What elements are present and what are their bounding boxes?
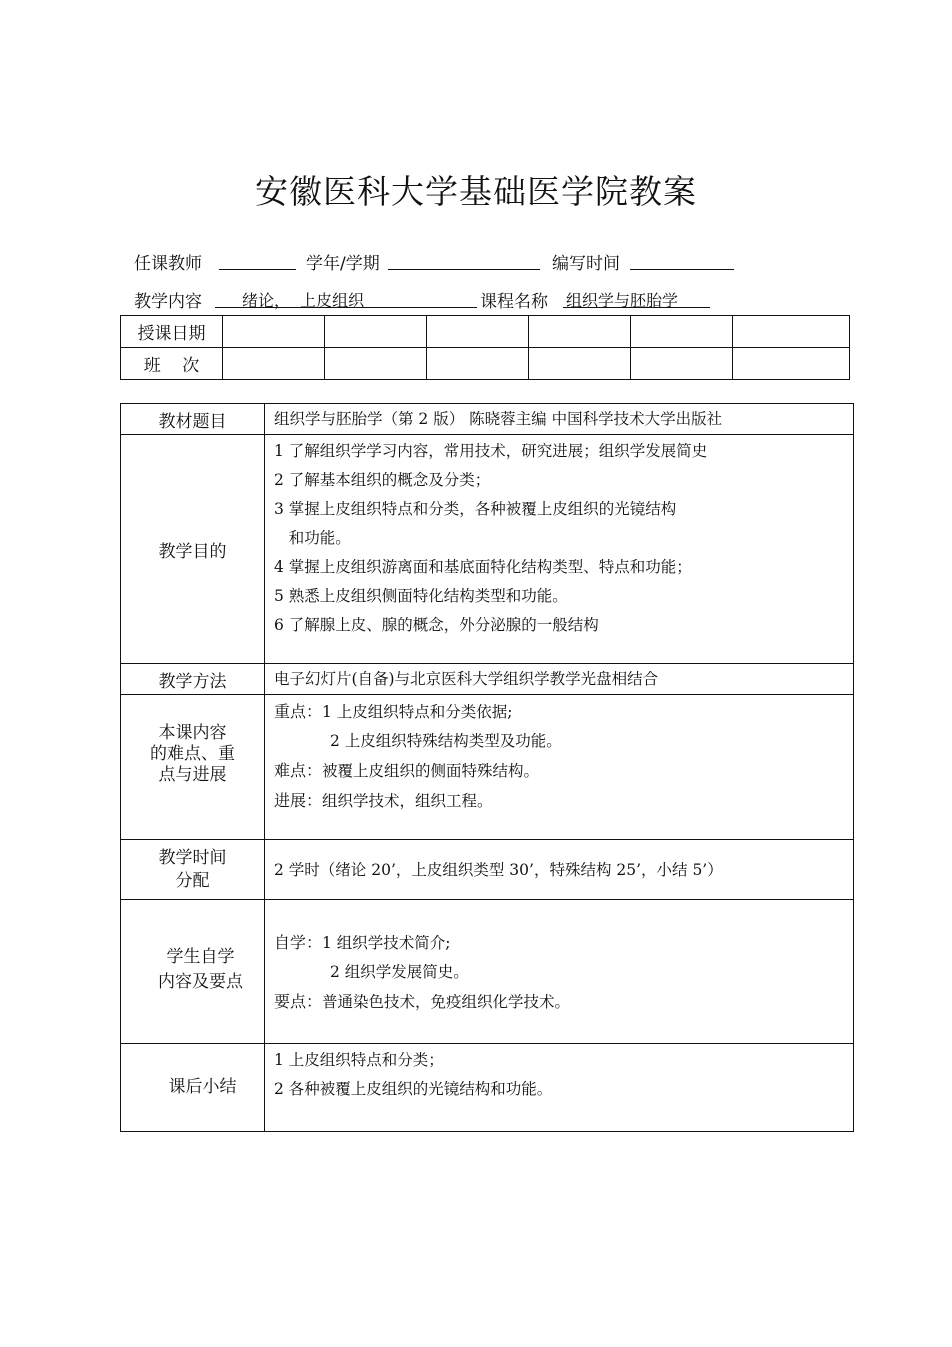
objective-item: 6 了解腺上皮、腺的概念，外分泌腺的一般结构: [274, 616, 599, 634]
key-points-label: [121, 695, 265, 840]
class-cell[interactable]: [733, 348, 850, 380]
date-row: [121, 316, 850, 348]
key-item: 2 上皮组织特殊结构类型及功能。: [330, 732, 562, 750]
difficulty-label: 难点：: [274, 761, 323, 780]
class-cell[interactable]: [223, 348, 325, 380]
objectives-label: 教学目的: [121, 435, 265, 664]
class-cell[interactable]: [427, 348, 529, 380]
class-label: 班 次: [121, 348, 223, 380]
summary-label: 课后小结: [121, 1044, 265, 1132]
term-label: 学年/学期: [306, 254, 380, 274]
textbook-value: 组织学与胚胎学（第 2 版） 陈晓蓉主编 中国科学技术大学出版社: [265, 404, 854, 435]
schedule-table: [120, 315, 850, 380]
course-value: 组织学与胚胎学: [566, 291, 679, 310]
date-cell[interactable]: [325, 316, 427, 348]
method-label: 教学方法: [121, 664, 265, 695]
objective-item: 4 掌握上皮组织游离面和基底面特化结构类型、特点和功能；: [274, 558, 692, 576]
objective-item: 5 熟悉上皮组织侧面特化结构类型和功能。: [274, 587, 568, 605]
method-value: 电子幻灯片(自备)与北京医科大学组织学教学光盘相结合: [265, 664, 854, 695]
self-label: 自学：: [274, 933, 323, 952]
class-cell[interactable]: [631, 348, 733, 380]
summary-row: [121, 1044, 854, 1132]
date-label: 授课日期: [121, 316, 223, 348]
objectives-list: [265, 435, 854, 664]
objectives-row: [121, 435, 854, 664]
objective-item: 1 了解组织学学习内容，常用技术，研究进展；组织学发展简史: [274, 442, 708, 460]
class-cell[interactable]: [529, 348, 631, 380]
self-study-label-line: 学生自学: [166, 946, 235, 967]
self-study-row: [121, 900, 854, 1044]
summary-item: 1 上皮组织特点和分类；: [274, 1051, 444, 1069]
key-points-row: [121, 695, 854, 840]
written-time-field[interactable]: [630, 249, 734, 270]
key-points-label-line: 点与进展: [158, 764, 227, 785]
teacher-label: 任课教师: [134, 254, 202, 274]
self-item: 2 组织学发展简史。: [330, 963, 469, 981]
time-label: [121, 840, 265, 900]
textbook-row: [121, 404, 854, 435]
course-label: 课程名称: [480, 292, 548, 312]
time-label-line: 分配: [175, 870, 210, 891]
time-label-line: 教学时间: [158, 847, 227, 868]
lesson-plan-table: [120, 403, 854, 1132]
progress-label: 进展：: [274, 791, 323, 810]
class-cell[interactable]: [325, 348, 427, 380]
self-item: 1 组织学技术简介;: [322, 934, 451, 952]
content-value: 绪论， 上皮组织: [242, 291, 365, 310]
written-time-label: 编写时间: [552, 254, 620, 274]
key-points-label-line: 的难点、重: [150, 743, 235, 764]
objective-item: 2 了解基本组织的概念及分类；: [274, 471, 491, 489]
key-points-content: [265, 695, 854, 840]
difficulty-value: 被覆上皮组织的侧面特殊结构。: [322, 762, 540, 780]
key-item: 1 上皮组织特点和分类依据;: [322, 703, 513, 721]
teacher-field[interactable]: [219, 249, 296, 270]
time-value: 2 学时（绪论 20’，上皮组织类型 30’，特殊结构 25’，小结 5’）: [265, 840, 854, 900]
progress-value: 组织学技术，组织工程。: [322, 792, 493, 810]
self-study-content: [265, 900, 854, 1044]
date-cell[interactable]: [427, 316, 529, 348]
key-points-label-line: 本课内容: [158, 722, 227, 743]
self-study-label-line: 内容及要点: [158, 971, 243, 992]
textbook-label: 教材题目: [121, 404, 265, 435]
date-cell[interactable]: [223, 316, 325, 348]
method-row: [121, 664, 854, 695]
time-row: [121, 840, 854, 900]
key-label: 重点：: [274, 702, 323, 721]
summary-item: 2 各种被覆上皮组织的光镜结构和功能。: [274, 1080, 553, 1098]
summary-list: [265, 1044, 854, 1132]
document-title: 安徽医科大学基础医学院教案: [255, 172, 697, 211]
points-value: 普通染色技术，免疫组织化学技术。: [322, 993, 571, 1011]
objective-item: 3 掌握上皮组织特点和分类，各种被覆上皮组织的光镜结构: [274, 500, 677, 518]
points-label: 要点：: [274, 992, 323, 1011]
self-study-label: [121, 900, 265, 1044]
class-row: [121, 348, 850, 380]
term-field[interactable]: [388, 249, 540, 270]
content-label: 教学内容: [134, 292, 202, 312]
date-cell[interactable]: [529, 316, 631, 348]
date-cell[interactable]: [631, 316, 733, 348]
date-cell[interactable]: [733, 316, 850, 348]
objective-item: 和功能。: [274, 529, 351, 547]
